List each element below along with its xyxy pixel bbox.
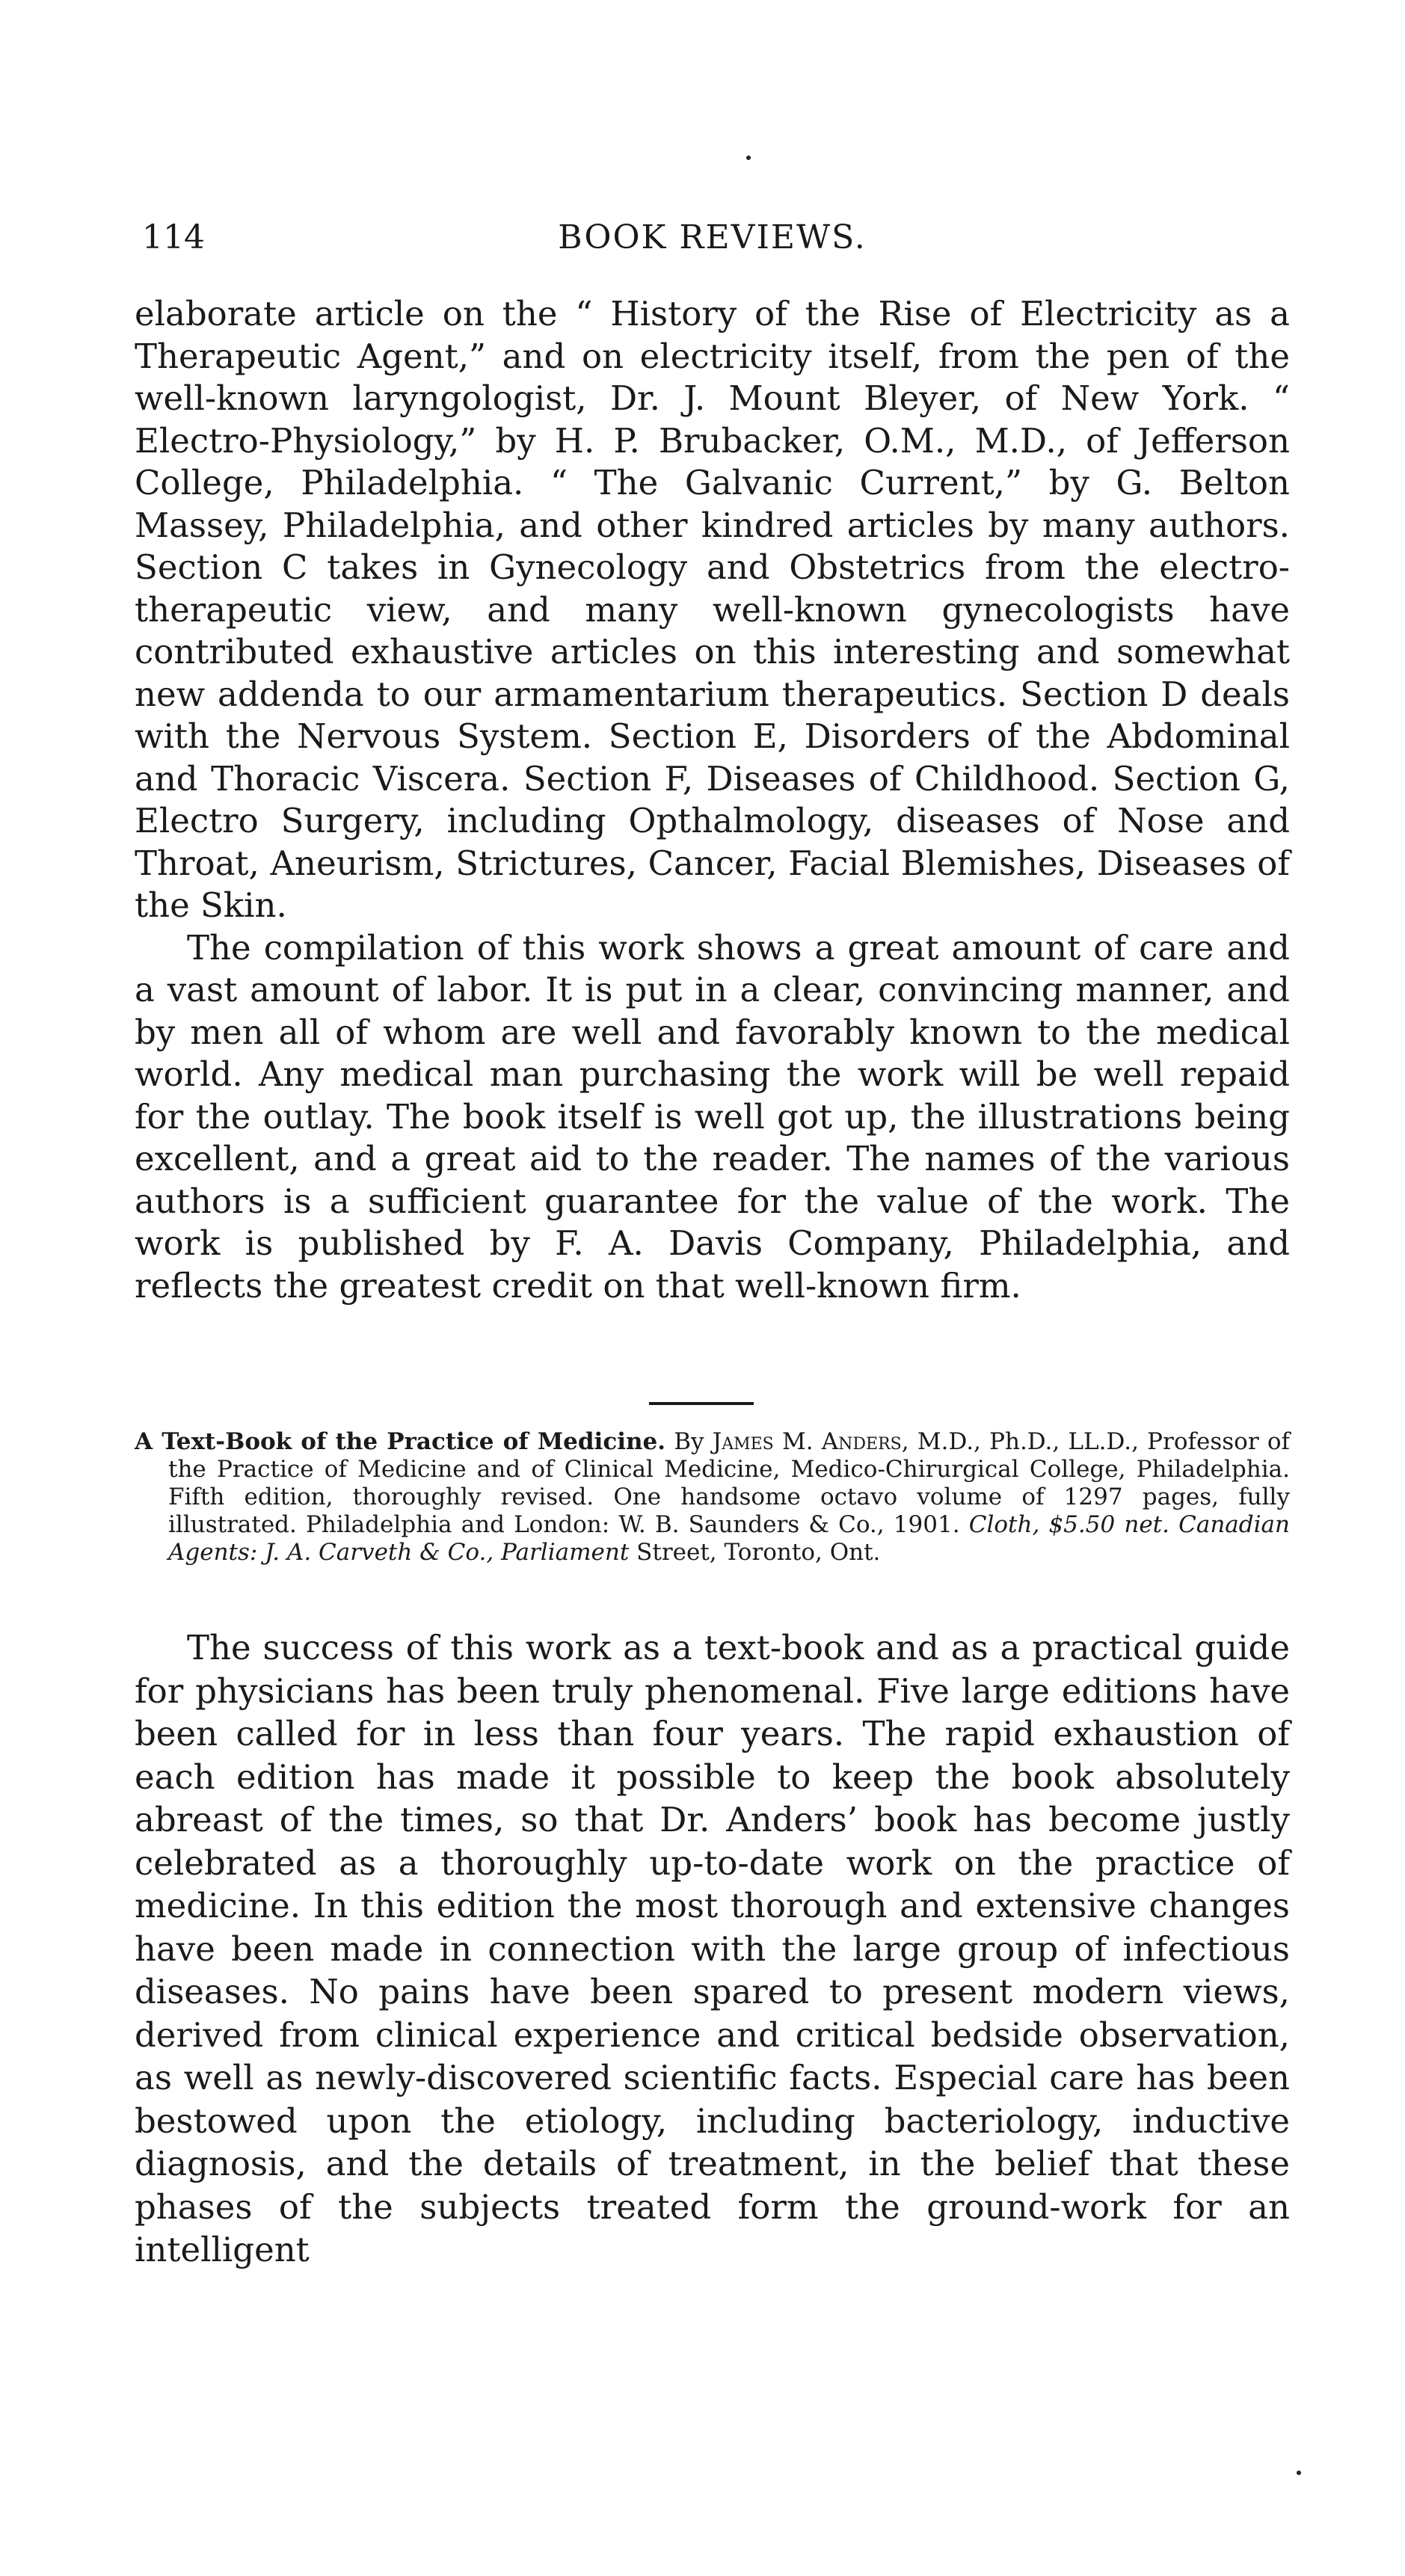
citation-details: M.D., Ph.D., LL.D., Professor of the Practice of Medicine and of Clinical Medicine, Medico-Chirurgical College, Philadelphia. Fifth edition, thoroughly revised. One handsome octavo volume of 1297 pages, fully illustrated. Philadelphia and London: W. B. Saunders & Co., 1901. (168, 1428, 1290, 1538)
print-speck-top (746, 156, 751, 160)
review-two (135, 1626, 1290, 2272)
citation-price-agents: Cloth, $5.50 net. Canadian Agents: J. A. Carveth & Co., Parliament (168, 1511, 1290, 1566)
review-one-paragraph-2: The compilation of this work shows a great amount of care and a vast amount of labor. It is put in a clear, convincing manner, and by men all of whom are well and favorably known to the medical world. Any medical man purchasing the work will be well repaid for the outlay. The book itself is well got up, the illustrations being excellent, and a great aid to the reader. The names of the various authors is a sufficient guarantee for the value of the work. The work is published by F. A. Davis Company, Philadelphia, and reflects the greatest credit on that well-known firm. (135, 927, 1290, 1306)
citation-address: Street, Toronto, Ont. (636, 1539, 881, 1566)
review-one-continuation (135, 293, 1290, 1307)
review-two-paragraph-1: The success of this work as a text-book and as a practical guide for physicians has been truly phenomenal. Five large editions have been called for in less than four years. The rapid exhaustion of each edition has made it possible to keep the book absolutely abreast of the times, so that Dr. Anders’ book has become justly celebrated as a thoroughly up-to-date work on the practice of medicine. In this edition the most thorough and extensive changes have been made in connection with the large group of infectious diseases. No pains have been spared to present modern views, derived from clinical experience and critical bedside observation, as well as newly-discovered scientific facts. Especial care has been bestowed upon the etiology, including bacteriology, inductive diagnosis, and the details of treatment, in the belief that these phases of the subjects treated form the ground-work for an intelligent (135, 1628, 1290, 2269)
print-speck-bottom (1297, 2471, 1301, 2475)
book-citation (135, 1428, 1290, 1567)
page-number: 114 (142, 218, 205, 256)
page-header (135, 215, 1290, 260)
section-divider (649, 1402, 754, 1405)
citation-by: By (674, 1428, 704, 1455)
citation-title: A Text-Book of the Practice of Medicine. (135, 1428, 666, 1455)
running-head: BOOK REVIEWS. (558, 218, 867, 256)
review-one-paragraph-1: elaborate article on the “ History of the Rise of Electricity as a Therapeutic Agent,” and on electricity itself, from the pen of the well-known laryngologist, Dr. J. Mount Bleyer, of New York. “ Electro-Physiology,” by H. P. Brubacker, O.M., M.D., of Jefferson College, Philadelphia. “ The Galvanic Current,” by G. Belton Massey, Philadelphia, and other kindred articles by many authors. Section C takes in Gynecology and Obstetrics from the electro-therapeutic view, and many well-known gynecologists have contributed exhaustive articles on this interesting and somewhat new addenda to our armamentarium therapeutics. Section D deals with the Nervous System. Section E, Disorders of the Abdominal and Thoracic Viscera. Section F, Diseases of Childhood. Section G, Electro Surgery, including Opthalmology, diseases of Nose and Throat, Aneurism, Strictures, Cancer, Facial Blemishes, Diseases of the Skin. (135, 294, 1290, 925)
citation-author: James M. Anders, (712, 1428, 909, 1455)
